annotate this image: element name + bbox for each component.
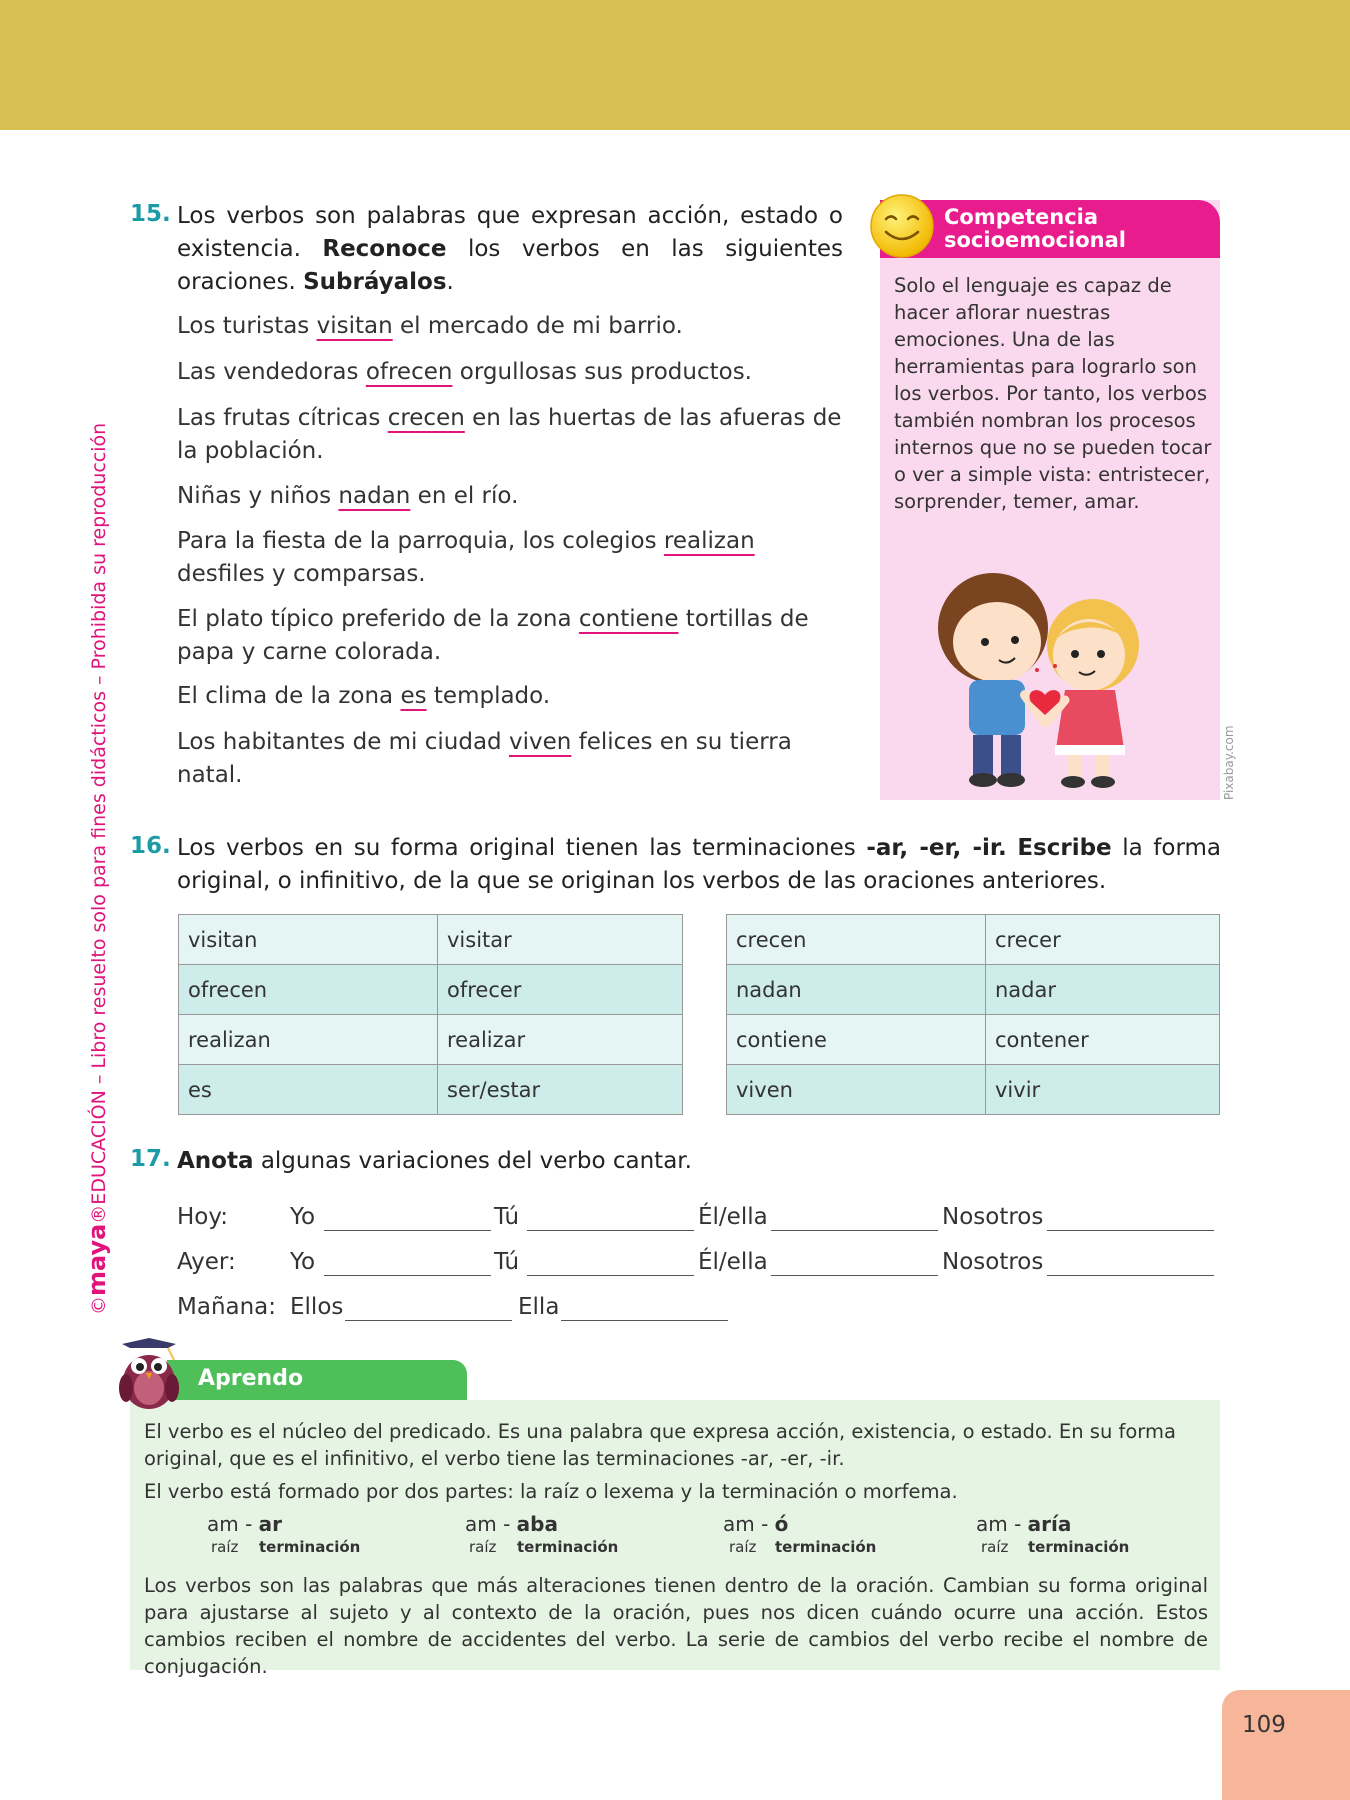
pronoun: Tú	[494, 1249, 520, 1275]
table-row	[727, 965, 1220, 1015]
aprendo-header-blank	[467, 1360, 1220, 1400]
aprendo-paragraph-2: El verbo está formado por dos partes: la raíz o lexema y la terminación o morfema.	[144, 1480, 958, 1503]
row-label: Hoy:	[177, 1204, 229, 1230]
exercise-15-number: 15.	[130, 201, 171, 227]
table-row	[727, 1015, 1220, 1065]
underlined-verb: contiene	[578, 606, 679, 632]
verb-cell: visitan	[179, 915, 438, 965]
underlined-verb: realizan	[663, 528, 755, 554]
answer-blank[interactable]	[527, 1275, 694, 1276]
competencia-text: Solo el lenguaje es capaz de hacer aflorar nuestras emociones. Una de las herramientas para lograrlo son los verbos. Por tanto, los verbos también nombran los procesos internos que no se pueden tocar o ver a simple vista: entristecer, sorprender, temer, amar.	[894, 274, 1212, 513]
sentence-4: Niñas y niños nadan en el río.	[177, 483, 519, 509]
table-row	[179, 1015, 683, 1065]
exercise-16-number: 16.	[130, 833, 171, 859]
answer-blank[interactable]	[345, 1320, 512, 1321]
pronoun: Tú	[494, 1204, 520, 1230]
infinitive-cell: visitar	[438, 915, 683, 965]
aprendo-paragraph-1: El verbo es el núcleo del predicado. Es una palabra que expresa acción, existencia, o estado. En su forma original, que es el infinitivo, el verbo tiene las terminaciones -ar, -er, -ir.	[144, 1420, 1176, 1470]
answer-blank[interactable]	[324, 1275, 491, 1276]
verb-cell: nadan	[727, 965, 986, 1015]
answer-blank[interactable]	[1047, 1275, 1214, 1276]
pronoun: Nosotros	[942, 1204, 1044, 1230]
infinitive-answer-cell: vivir	[986, 1065, 1220, 1115]
row-label: Ayer:	[177, 1249, 236, 1275]
underlined-verb: viven	[508, 729, 572, 755]
verbs-table-left	[178, 914, 683, 1115]
sentence-7: El clima de la zona es templado.	[177, 683, 551, 709]
exercise-17-number: 17.	[130, 1146, 171, 1172]
verb-cell: es	[179, 1065, 438, 1115]
underlined-verb: nadan	[338, 483, 411, 509]
pronoun: Yo	[290, 1204, 316, 1230]
sentence-3: Las frutas cítricas crecen en las huertas de las afueras de la población.	[177, 405, 842, 464]
sentence-1: Los turistas visitan el mercado de mi barrio.	[177, 313, 683, 339]
sentence-2: Las vendedoras ofrecen orgullosas sus productos.	[177, 359, 752, 385]
image-credit: Pixabay.com	[1222, 725, 1236, 800]
answer-blank[interactable]	[1047, 1230, 1214, 1231]
infinitive-answer-cell: ser/estar	[438, 1065, 683, 1115]
pronoun: Él/ella	[698, 1204, 768, 1230]
sentence-6: El plato típico preferido de la zona contiene tortillas de papa y carne colorada.	[177, 606, 809, 665]
infinitive-answer-cell: nadar	[986, 965, 1220, 1015]
answer-blank[interactable]	[324, 1230, 491, 1231]
competencia-title: Competencia socioemocional	[944, 205, 1126, 252]
underlined-verb: crecen	[387, 405, 465, 431]
answer-blank[interactable]	[527, 1230, 694, 1231]
verb-cell: contiene	[727, 1015, 986, 1065]
verb-cell: viven	[727, 1065, 986, 1115]
underlined-verb: ofrecen	[365, 359, 453, 385]
table-row	[179, 915, 683, 965]
side-copyright-credit: ©maya®EDUCACIÓN – Libro resuelto solo para fines didácticos – Prohibida su reproducción	[83, 422, 111, 1315]
owl-mascot-icon	[116, 1338, 182, 1410]
table-row	[179, 1065, 683, 1115]
verb-cell: crecen	[727, 915, 986, 965]
infinitive-answer-cell: crecer	[986, 915, 1220, 965]
page-number-tab	[1222, 1690, 1350, 1800]
row-label: Mañana:	[177, 1294, 277, 1320]
aprendo-paragraph-3: Los verbos son las palabras que más alteraciones tienen dentro de la oración. Cambian su forma original para ajustarse al sujeto y al contexto de la oración, pues nos dicen cuándo ocurre una acción. Estos cambios reciben el nombre de accidentes del verbo. La serie de cambios del verbo recibe el nombre de conjugación.	[144, 1574, 1208, 1678]
infinitive-answer-cell: realizar	[438, 1015, 683, 1065]
exercise-15-instructions: Los verbos son palabras que expresan acción, estado o existencia. Reconoce los verbos en las siguientes oraciones. Subráyalos.	[177, 203, 844, 295]
couple-illustration	[915, 550, 1185, 795]
table-row	[727, 1065, 1220, 1115]
verbs-table-right	[726, 914, 1220, 1115]
aprendo-title: Aprendo	[198, 1366, 304, 1391]
infinitive-answer-cell: contener	[986, 1015, 1220, 1065]
pronoun: Él/ella	[698, 1249, 768, 1275]
verb-cell: ofrecen	[179, 965, 438, 1015]
page-number: 109	[1242, 1712, 1286, 1738]
table-row	[727, 915, 1220, 965]
underlined-verb: visitan	[316, 313, 393, 339]
sentence-5: Para la fiesta de la parroquia, los colegios realizan desfiles y comparsas.	[177, 528, 755, 587]
pronoun: Yo	[290, 1249, 316, 1275]
verb-cell: realizan	[179, 1015, 438, 1065]
table-row	[179, 965, 683, 1015]
answer-blank[interactable]	[771, 1275, 938, 1276]
top-color-band	[0, 0, 1350, 130]
underlined-verb: es	[400, 683, 427, 709]
smiley-face-icon	[868, 192, 936, 260]
sentence-8: Los habitantes de mi ciudad viven felices en su tierra natal.	[177, 729, 792, 788]
exercise-16-instructions: Los verbos en su forma original tienen las terminaciones -ar, -er, -ir. Escribe la forma original, o infinitivo, de la que se originan los verbos de las oraciones anteriores.	[177, 835, 1221, 894]
answer-blank[interactable]	[771, 1230, 938, 1231]
exercise-17-instructions: Anota algunas variaciones del verbo cantar.	[177, 1148, 692, 1174]
infinitive-answer-cell: ofrecer	[438, 965, 683, 1015]
pronoun: Nosotros	[942, 1249, 1044, 1275]
pronoun: Ella	[518, 1294, 560, 1320]
pronoun: Ellos	[290, 1294, 344, 1320]
answer-blank[interactable]	[561, 1320, 728, 1321]
